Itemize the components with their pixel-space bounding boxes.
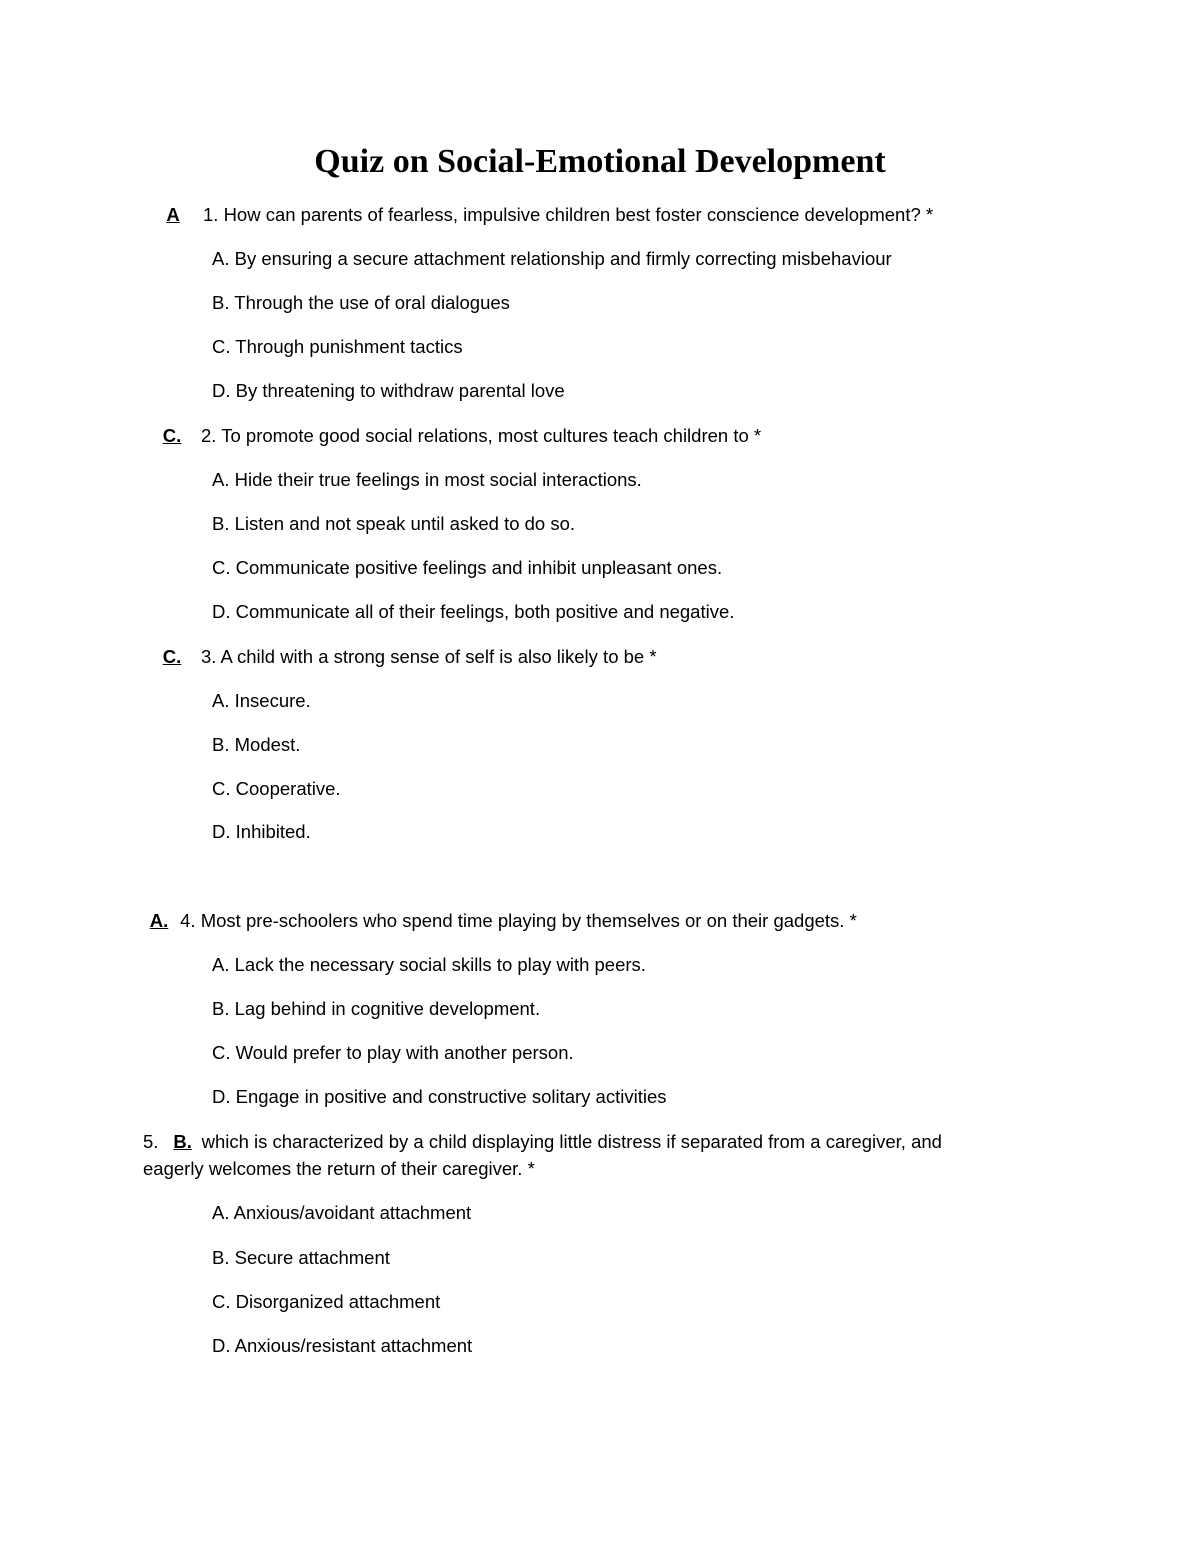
question-4 (143, 908, 857, 934)
answer-blank-4: A. (149, 910, 169, 931)
question-1-option-a: A. By ensuring a secure attachment relationship and firmly correcting misbehaviour (212, 248, 892, 269)
question-3-option-d: D. Inhibited. (212, 821, 311, 842)
question-5-text: which is characterized by a child displaying little distress if separated from a caregiver, and (201, 1131, 942, 1152)
question-2-option-c: C. Communicate positive feelings and inhibit unpleasant ones. (212, 557, 723, 578)
question-2 (143, 423, 761, 449)
answer-blank-1: A (166, 204, 180, 225)
question-1-text: 1. How can parents of fearless, impulsive children best foster conscience development? * (203, 204, 934, 225)
question-4-option-b: B. Lag behind in cognitive development. (212, 998, 541, 1019)
question-1-option-b: B. Through the use of oral dialogues (212, 292, 510, 313)
question-5-option-a: A. Anxious/avoidant attachment (212, 1202, 472, 1223)
question-1-option-c: C. Through punishment tactics (212, 336, 463, 357)
question-2-text: 2. To promote good social relations, most cultures teach children to * (201, 425, 762, 446)
question-4-text: 4. Most pre-schoolers who spend time playing by themselves or on their gadgets. * (180, 910, 857, 931)
question-2-option-d: D. Communicate all of their feelings, both positive and negative. (212, 601, 735, 622)
question-5 (143, 1129, 942, 1155)
question-3 (143, 644, 657, 670)
question-5-text-continued: eagerly welcomes the return of their caregiver. * (143, 1158, 535, 1179)
question-5-option-d: D. Anxious/resistant attachment (212, 1335, 473, 1356)
question-5-option-b: B. Secure attachment (212, 1247, 390, 1268)
answer-blank-2: C. (162, 425, 182, 446)
page-title: Quiz on Social-Emotional Development (314, 143, 886, 180)
question-4-option-a: A. Lack the necessary social skills to play with peers. (212, 954, 646, 975)
question-3-option-b: B. Modest. (212, 734, 301, 755)
question-3-text: 3. A child with a strong sense of self is also likely to be * (201, 646, 657, 667)
question-1-option-d: D. By threatening to withdraw parental love (212, 380, 565, 401)
question-3-option-c: C. Cooperative. (212, 778, 341, 799)
question-4-option-d: D. Engage in positive and constructive solitary activities (212, 1086, 667, 1107)
question-1 (143, 202, 933, 228)
question-2-option-b: B. Listen and not speak until asked to do so. (212, 513, 576, 534)
question-2-option-a: A. Hide their true feelings in most social interactions. (212, 469, 642, 490)
question-3-option-a: A. Insecure. (212, 690, 311, 711)
question-5-number: 5. (143, 1131, 159, 1152)
answer-blank-5: B. (173, 1131, 192, 1152)
question-5-option-c: C. Disorganized attachment (212, 1291, 441, 1312)
question-4-option-c: C. Would prefer to play with another person. (212, 1042, 574, 1063)
answer-blank-3: C. (162, 646, 182, 667)
